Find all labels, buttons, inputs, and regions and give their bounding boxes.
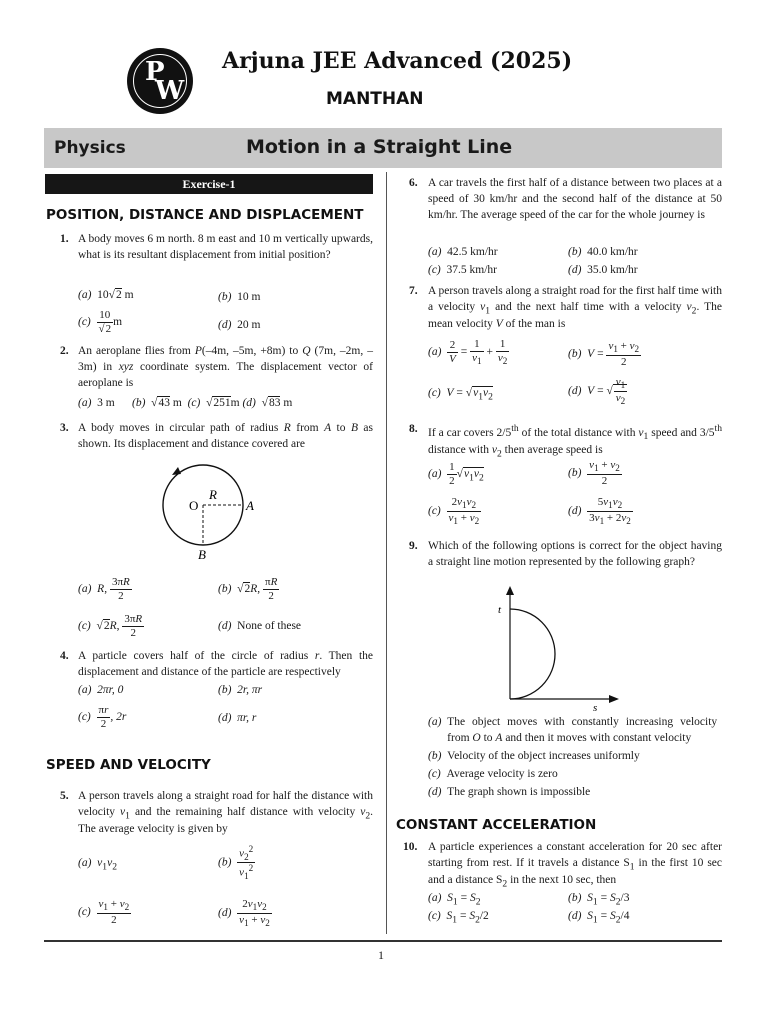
question-text: Which of the following options is correct for the object having a straight line motion represented by the following graph? [428, 540, 722, 568]
option-c: (c) 37.5 km/hr [428, 264, 497, 276]
option-a: (a) $S_1 = S_2$ [428, 892, 481, 908]
question-text: An aeroplane flies from P(–4m, –5m, +8m) to Q (7m, –2m, –3m) in xyz coordinate system. The displacement vector of aeroplane is [78, 345, 373, 389]
question-text: A particle experiences a constant acceleration for 20 sec after starting from rest. If it travels a distance $S_1$ in the first 10 sec and a distance $S_2$ in the next 10 sec, then [428, 841, 723, 890]
document-title: Arjuna JEE Advanced (2025) [222, 48, 573, 74]
option-c: (c) $S_1 = S_2/2$ [428, 910, 489, 926]
section-heading-position: POSITION, DISTANCE AND DISPLACEMENT [46, 207, 364, 223]
question-text: A body moves 6 m north. 8 m east and 10 m vertically upwards, what is its resultant displacement from initial position? [78, 233, 373, 261]
label-o: O [189, 498, 199, 513]
option-a: (a) $v_1v_2$ [78, 857, 117, 873]
option-a: (a) $\frac{1}{2}$ $√v_1v_2$ [428, 461, 484, 487]
option-b: (b) 40.0 km/hr [568, 246, 638, 258]
question-number: 8. [409, 423, 418, 435]
chapter-title: Motion in a Straight Line [246, 136, 513, 158]
option-a: (a) The object moves with constantly increasing velocity from O to A and then it moves with constant velocity [428, 716, 718, 744]
option-c: (c) $\frac{2v_1v_2}{v_1 + v_2}$ [428, 496, 480, 526]
arrow-right-icon [609, 695, 619, 703]
option-a: (a) 42.5 km/hr [428, 246, 498, 258]
question-number: 3. [60, 422, 69, 434]
option-c: (c) $\frac{\pi r}{2}$ , 2r [78, 704, 127, 730]
option-b: (b) √2R, $\frac{\pi R}{2}$ [218, 576, 278, 602]
question-number: 9. [409, 540, 418, 552]
option-c: (c) $V = √v_1v_2$ [428, 387, 493, 403]
q2-options: (a) 3 m (b) √43 m (c) √251m (d) √83 m [78, 397, 293, 409]
question-number: 7. [409, 285, 418, 297]
option-d: (d) $S_1 = S_2/4$ [568, 910, 630, 926]
option-b: (b) $S_1 = S_2/3$ [568, 892, 630, 908]
arrow-up-icon [506, 586, 514, 595]
option-d: (d) 35.0 km/hr [568, 264, 638, 276]
graph-figure [495, 583, 625, 713]
option-a: (a) 10√2 m [78, 289, 134, 301]
option-b: (b) 2r, πr [218, 684, 263, 696]
question-number: 4. [60, 650, 69, 662]
section-heading-acceleration: CONSTANT ACCELERATION [396, 817, 597, 833]
question-number: 6. [409, 177, 418, 189]
option-d: (d) $\frac{5v_1v_2}{3v_1 + 2v_2}$ [568, 496, 631, 526]
option-b: (b) $\frac{v_2^2}{v_1^2}$ [218, 844, 254, 882]
question-number: 1. [60, 233, 69, 245]
page-number: 1 [378, 948, 384, 962]
question-number: 5. [60, 790, 69, 802]
subject-label: Physics [54, 138, 126, 158]
question-number: 2. [60, 345, 69, 357]
option-c: (c) Average velocity is zero [428, 768, 558, 780]
section-heading-speed: SPEED AND VELOCITY [46, 757, 211, 773]
option-b: (b) Velocity of the object increases uniformly [428, 750, 640, 762]
option-a: (a) 2πr, 0 [78, 684, 124, 696]
option-b: (b) 10 m [218, 291, 261, 303]
option-a: (a) R, $\frac{3\pi R}{2}$ [78, 576, 130, 602]
question-text: A person travels along a straight road for half the distance with velocity $v_1$ and the remaining half distance with velocity $v_2$. The average velocity is given by [78, 790, 374, 836]
question-text: A body moves in circular path of radius R from A to B as shown. Its displacement and distance covered are [78, 422, 373, 450]
question-text: If a car covers 2/5th of the total distance with $v_1$ speed and 3/5th distance with $v_2$ then average speed is [428, 423, 722, 460]
circle-figure [150, 455, 270, 565]
question-text: A person travels along a straight road for the first half time with a velocity $v_1$ and the next half time with a velocity $v_2$. The mean velocity V of the man is [428, 285, 722, 331]
axis-t: t [498, 604, 502, 616]
option-c: (c) $\frac{v_1 + v_2}{2}$ [78, 898, 130, 926]
label-a: A [246, 498, 254, 513]
question-number: 10. [403, 841, 418, 853]
column-divider [386, 172, 387, 934]
option-d: (d) 20 m [218, 319, 261, 331]
axis-s: s [593, 702, 598, 713]
option-b: (b) $\frac{v_1 + v_2}{2}$ [568, 459, 620, 487]
arrow-icon [172, 467, 181, 475]
label-r: R [209, 487, 217, 502]
option-d: (d) V = √ $\frac{v_1}{v_2}$ [568, 376, 626, 406]
option-d: (d) $\frac{2v_1v_2}{v_1 + v_2}$ [218, 898, 270, 928]
question-text: A particle covers half of the circle of radius r. Then the displacement and distance of the particle are respectively [78, 650, 373, 678]
option-c: (c) $\frac{10}{√2}$ m [78, 309, 123, 335]
label-b: B [198, 547, 206, 562]
chapter-band [44, 128, 722, 168]
pw-logo: P W [127, 48, 193, 114]
option-a: (a) $\frac{2}{V}$ = $\frac{1}{v_1}$ + $\frac{1}{v_2}$ [428, 338, 508, 366]
option-d: (d) πr, r [218, 712, 257, 724]
option-c: (c) √2R, $\frac{3\pi R}{2}$ [78, 613, 143, 639]
option-d: (d) None of these [218, 620, 302, 632]
exercise-heading: Exercise-1 [45, 174, 373, 194]
question-text: A car travels the first half of a distance between two places at a speed of 30 km/hr and the second half of the distance at 50 km/hr. The average speed of the car for the whole journey is [428, 177, 722, 221]
footer-rule [44, 940, 722, 942]
option-b: (b) V = $\frac{v_1 + v_2}{2}$ [568, 340, 640, 368]
option-d: (d) The graph shown is impossible [428, 786, 591, 798]
document-subtitle: MANTHAN [326, 89, 424, 109]
